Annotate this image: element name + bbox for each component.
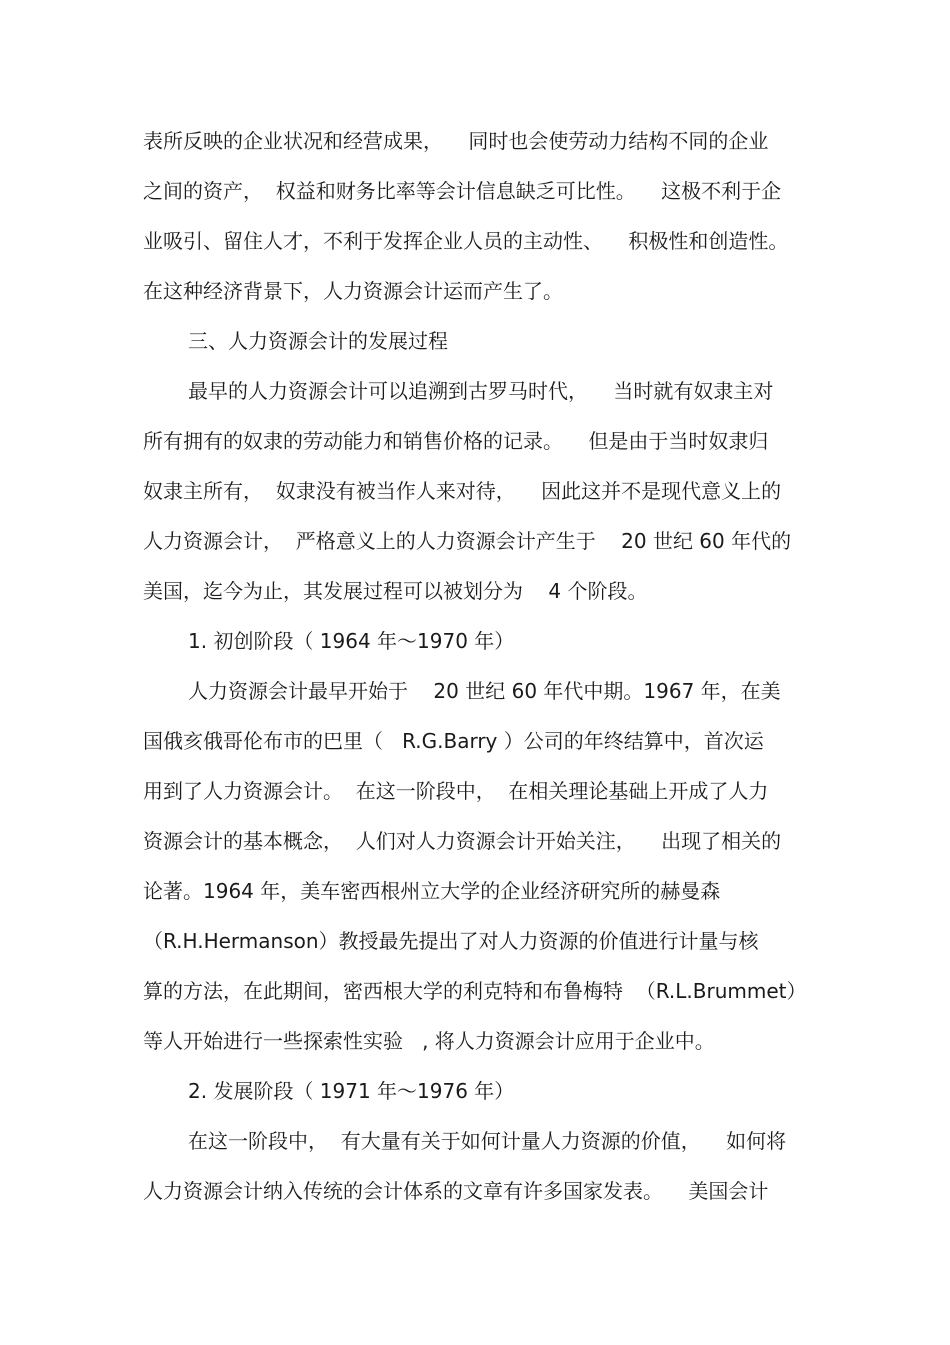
text-line: 之间的资产， 权益和财务比率等会计信息缺乏可比性。 这极不利于企 <box>143 179 782 203</box>
text-line: 人力资源会计， 严格意义上的人力资源会计产生于 20 世纪 60 年代的 <box>143 529 792 553</box>
text-line: 等人开始进行一些探索性实验 , 将人力资源会计应用于企业中。 <box>143 1029 715 1053</box>
text-line: 奴隶主所有， 奴隶没有被当作人来对待， 因此这并不是现代意义上的 <box>143 479 782 503</box>
text-line: 用到了人力资源会计。 在这一阶段中， 在相关理论基础上开成了人力 <box>143 779 769 803</box>
text-line: 所有拥有的奴隶的劳动能力和销售价格的记录。 但是由于当时奴隶归 <box>143 429 769 453</box>
text-line: 资源会计的基本概念， 人们对人力资源会计开始关注， 出现了相关的 <box>143 829 782 853</box>
text-line: 最早的人力资源会计可以追溯到古罗马时代， 当时就有奴隶主对 <box>188 379 774 403</box>
text-line: 在这一阶段中， 有大量有关于如何计量人力资源的价值， 如何将 <box>188 1129 787 1153</box>
text-line: 论著。1964 年，美车密西根州立大学的企业经济研究所的赫曼森 <box>143 879 721 903</box>
text-line: 国俄亥俄哥伦布市的巴里（ R.G.Barry ）公司的年终结算中，首次运 <box>143 729 764 753</box>
text-line: 算的方法，在此期间，密西根大学的利克特和布鲁梅特 （R.L.Brummet） <box>143 979 807 1003</box>
text-line: （R.H.Hermanson）教授最先提出了对人力资源的价值进行计量与核 <box>143 929 759 953</box>
subsection-heading: 1. 初创阶段（ 1964 年～1970 年） <box>188 629 515 653</box>
text-line: 美国，迄今为止，其发展过程可以被划分为 4 个阶段。 <box>143 579 648 603</box>
text-line: 人力资源会计最早开始于 20 世纪 60 年代中期。1967 年，在美 <box>188 679 781 703</box>
text-line: 在这种经济背景下，人力资源会计运而产生了。 <box>143 279 563 303</box>
text-line: 人力资源会计纳入传统的会计体系的文章有许多国家发表。 美国会计 <box>143 1179 769 1203</box>
text-line: 业吸引、留住人才，不利于发挥企业人员的主动性、 积极性和创造性。 <box>143 229 789 253</box>
subsection-heading: 2. 发展阶段（ 1971 年～1976 年） <box>188 1079 515 1103</box>
section-heading: 三、人力资源会计的发展过程 <box>188 329 448 353</box>
text-line: 表所反映的企业状况和经营成果， 同时也会使劳动力结构不同的企业 <box>143 129 769 153</box>
